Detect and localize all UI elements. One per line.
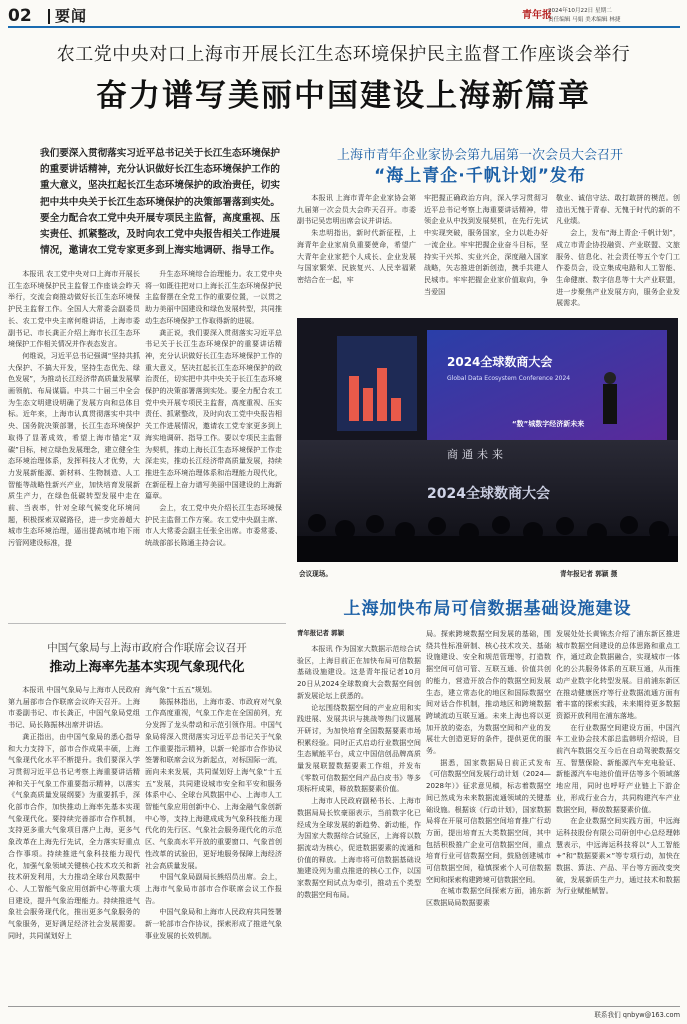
- paragraph: 据悉，国家数据局日前正式发布《可信数据空间发展行动计划（2024—2028年）》征求意见稿，标志着数据空间已然成为未来数据流通领域的关键基础设施。根据该《行动计划》，国家数据局将在开展可信数据空间培育推广行动方面，提出培育五大类数据空间，其中包括积极推广企业可信数据空间，重点培育行业可信数据空间，鼓励创建城市可信数据空间，稳慎探索个人可信数据空间和探索构建跨境可信数据空间。: [426, 757, 551, 884]
- masthead-logo: 青年报: [522, 10, 552, 21]
- lead-headline: 奋力谱写美丽中国建设上海新篇章: [96, 78, 591, 114]
- paragraph: 海气象“十五五”规划。: [145, 685, 217, 694]
- data-column-1: [297, 628, 421, 900]
- paragraph: 本报讯 作为国家大数据示范综合试验区，上海目前正在加快布局可信数据基础设施建设。这是青年报记者10月20日从2024全球数商大会数据空间创新发展论坛上获悉的。: [297, 644, 421, 700]
- page-footer: [8, 1006, 680, 1020]
- lead-column-1: [8, 268, 140, 549]
- page-number: 02: [8, 6, 32, 26]
- screen-title: 2024全球数商大会: [447, 355, 553, 369]
- youth-column-3: [556, 192, 680, 309]
- paragraph: 中国气象局副局长熊绍员出席。会上，上海市气象局市部市合作联席会议工作报告。: [145, 872, 282, 905]
- paragraph: 论坛围绕数据空间的产业应用和实践进展、发展共识与挑战等热门议题展开研讨，为加快培育全国数据要素市场积累经验。同时正式启动行业数据空间生态赋能平台，成立中国信创品牌高质量发展联盟数据要素工作组，并发布《零数可信数据空间产品白皮书》等多项标杆成果，释放数据要素价值。: [297, 702, 421, 794]
- paragraph: 本报讯 农工党中央对口上海市开展长江生态环境保护民主监督工作座谈会昨天举行，交流会商推动做好长江生态环境保护民主监督工作。全国人大常委会副委员长、农工党中央主席何维讲话，上海市委副书记、市长龚正介绍上海市长江生态环境保护工作相关情况并作表态发言。: [8, 269, 140, 349]
- data-column-3: [556, 628, 680, 897]
- photo-credit: 青年报记者 郭颖 摄: [560, 570, 618, 578]
- data-column-2: [426, 628, 551, 909]
- paragraph: 在企业数据空间实践方面，中远海运科技股份有限公司研创中心总经理韩慧表示，中远海运科技将以“人工智能+”和“数据要素×”等专项行动，加快在数据、算法、产品、平台等方面改变突破，发展新质生产力，通过技术和数据为行业赋能赋智。: [556, 816, 680, 896]
- stage-slogan: 商通未来: [447, 448, 507, 461]
- paragraph: 在行业数据空间建设方面，中国汽车工业协会技术部总监韩明介绍说，目前汽车数据交互今后在自动驾驶数据交互、智慧保险、新能源汽车充电验证、新能源汽车电池价值评估等多个领域落地应用，同时也呼吁产业链上下游企业，形成行业合力，共同构建汽车产业数据空间，释放数据要素价值。: [556, 722, 680, 814]
- paragraph: 局。探索跨境数据空间发展的基础，围绕共性标准研制、核心技术攻关、基础设施建设、安全和规范管理等，打造数据空间可信可管、互联互通、价值共创的能力，营造开放合作的数据空间发展生态，建立常态化的地区和国际数据空间对话合作机制，推动地区和跨境数据跨域流动互联互通。未来上海也将以更加开放的姿态，为数据空间和产业的发展壮大创造更好的条件，提供更优的服务。: [426, 629, 551, 756]
- section-name: 要闻: [55, 7, 88, 25]
- issue-date: 2024年10月22日 星期二: [548, 8, 612, 14]
- weather-column-2: [145, 684, 282, 941]
- paragraph: 牢把握正确政治方向，深入学习贯彻习近平总书记考察上海重要讲话精神，带领企业从中找到发展契机，在先行先试中实现突破，服务国家，全力以赴办好一流企业。牢牢把握企业奋斗目标，坚持实干兴邦、实业兴企，深度融入国家战略，矢志推进创新创造，携手共建人民城市。牢牢把握企业家价值取向，争当爱国: [424, 193, 548, 296]
- screen-subtitle: Global Data Ecosystem Conference 2024: [447, 375, 571, 382]
- paragraph: 本报讯 上海市青年企业家协会第九届第一次会员大会昨天召开。市委副书记吴忠明出席会议并讲话。: [297, 193, 416, 226]
- youth-headline: “海上青企·千帆计划”发布: [374, 166, 586, 186]
- paragraph: 中国气象局和上海市人民政府共同签署新一轮部市合作协议，探索形成了推进气象事业发展的长效机制。: [145, 907, 282, 940]
- conference-scene: [297, 318, 678, 562]
- paragraph: 龚正指出，由中国气象局的悉心指导和大力支持下，部市合作成果丰硕，上海气象现代化水平不断提升。我们要深入学习贯彻习近平总书记考察上海重要讲话精神和关于气象工作重要指示精神，以落实《气象高质量发展纲要》为重要抓手，深化部市合作，加快推动上海率先基本实现气象现代化。要持续完善部市合作机制，支持更多重大气象项目落户上海，更多气象改革在上海先行先试，全力落实好重点合作事项。持续推进气象科技能力现代化，加强气象领域关键核心技术攻关和新技术研发利用，大力推动全球台风数据中心、人工智能气象应用创新中心等重大项目建设，提升气象治理能力。持续推进气象社会服务现代化，推出更多气象服务的气象服务，更好满足经济社会发展需要。同时，共同谋划好上: [8, 731, 140, 940]
- screen-caption: “数”城数字经济新未来: [512, 420, 585, 428]
- paragraph: 本报讯 中国气象局与上海市人民政府第九届部市合作联席会议昨天召开。上海市委副书记、市长龚正，中国气象局党组书记、局长陈振林出席并讲话。: [8, 685, 140, 730]
- youth-column-1: [297, 192, 416, 286]
- youth-kicker: 上海市青年企业家协会第九届第一次会员大会召开: [336, 148, 623, 163]
- paragraph: 朱忠明指出，新时代新征程，上海青年企业家肩负重要使命，希望广大青年企业家把个人成长、企业发展与国家繁荣、民族复兴、人民幸福紧密结合在一起，牢: [297, 228, 416, 284]
- weather-headline: 推动上海率先基本实现气象现代化: [49, 660, 245, 675]
- conference-photo: [297, 318, 678, 562]
- paragraph: 何维说，习近平总书记强调“坚持共抓大保护、不搞大开发，坚持生态优先、绿色发展”，为推动长江经济带高质量发展擘画领航、布局谋篇。中共二十届三中全会为生态文明建设明确了发展方向和总体目标。近年来，上海市认真贯彻落实中共中央、国务院决策部署，长江生态环境保护取得了显著成效，希望上海市锚定“双碳”目标，树立绿色发展理念，建立健全生态环境治理体系，发挥科技人才优势，大力发展新能源、新材料、生物制造、人工智能等战略性新兴产业，加快培育发展新质生产力，在绿色低碳转型发展中走在前、当表率，针对全球气候变化环境问题，积极探索双碳路径，进一步完善超大城市生态环境治理，逼出提高城市地下雨污管网建设标准，提: [8, 350, 140, 548]
- paragraph: 龚正说，我们要深入贯彻落实习近平总书记关于长江生态环境保护的重要讲话精神，充分认识做好长江生态环境保护工作的重大意义，坚决扛起长江生态环境保护的政治责任，切实把中共中央关于长江生态环境保护的决策部署落到实处。要全力配合农工党中央开展专项民主监督，高度重视、压实责任、抓紧整改，及时向农工党中央报告相关工作进展情况，邀请农工党专家更多到上海实地调研、指导工作。要以专项民主监督为契机，推动上海长江生态环境保护工作走深走实，推动长江经济带高质量发展，持续推进生态环境治理体系和治理能力现代化，在新征程上奋力谱写美丽中国建设的上海新篇章。: [145, 327, 282, 501]
- paragraph: 在城市数据空间探索方面，浦东新区数据局局数据要素: [426, 886, 551, 908]
- paragraph: 发展处处长黄锦杰介绍了浦东新区推进城市数据空间建设的总体思路和重点工作，通过政企数据融合，实现城市一体化的公共服务体系的互联互通，从而推动产业数字化转型发展。目前浦东新区在推动健康医疗等行业数据流通方面有着丰富的探索实践，未来期待更多数据资源开放利用在浦东落地。: [556, 629, 680, 720]
- stage-lettering: 2024全球数商大会: [427, 486, 550, 502]
- paragraph: 上海市人民政府副秘书长、上海市数据局局长钦豪丽表示，当前数字化已经成为全球发展的新趋势、新动能，作为国家大数据综合试验区，上海将以数据流动为核心，促进数据要素的流通和价值的释放。上海市将可信数据基础设施建设列为重点推进的核心工作，以国家数据空间试点为牵引，推动五个类型的数据空间布局。: [297, 796, 421, 899]
- weather-kicker: 中国气象局与上海市政府合作联席会议召开: [47, 642, 247, 654]
- lead-column-2: [145, 268, 282, 549]
- page-header: [8, 6, 680, 28]
- lead-summary: 我们要深入贯彻落实习近平总书记关于长江生态环境保护的重要讲话精神，充分认识做好长江生态环境保护工作的重大意义，坚决扛起长江生态环境保护的政治责任，切实把中共中央关于长江生态环境保护的决策部署落到实处。要全力配合农工党中央开展专项民主监督，高度重视、压实责任、抓紧整改，及时向农工党中央报告相关工作进展情况，邀请农工党专家更多到上海实地调研、指导工作。: [40, 148, 280, 257]
- contact-email[interactable]: 联系我们 qnbyw@163.com: [594, 1011, 680, 1019]
- paragraph: 升生态环境综合治理能力。农工党中央将一如既往把对口上海长江生态环境保护民主监督摆在全党工作的重要位置，一以贯之助力美丽中国建设和绿色发展转型，共同推动生态环境保护工作取得新的进展。: [145, 269, 282, 325]
- editor-credits: 责任编辑 马娟 美术编辑 林捷: [548, 17, 621, 23]
- lead-kicker: 农工党中央对口上海市开展长江生态环境保护民主监督工作座谈会举行: [56, 44, 631, 65]
- byline: 青年报记者 郭颖: [297, 629, 344, 637]
- paragraph: 陈振林指出，上海市委、市政府对气象工作高度重视，气象工作走在全国前列，充分发挥了龙头带动和示范引领作用。中国气象局将深入贯彻落实习近平总书记关于气象工作重要指示精神，以新一轮部市合作协议签署和联席会议为新起点，对标国际一流，面向未来发展，共同谋划好上海气象“十五五”发展，共同建设城市安全和平安和服务体系中心、全球台风数据中心、上海市人工智能气象应用创新中心、上海金融气象创新中心等，支持上海建成成为气象科技能力现代化的先行区、气象社会服务现代化的示范区、气象高水平开放的重要窗口、气象首创性改革的试验田，更好地服务保障上海经济社会高质量发展。: [145, 696, 282, 870]
- paragraph: 敬业、诚信守法、敢打敢拼的模范。创造出无愧于青春、无愧于时代的新的不凡业绩。: [556, 193, 680, 226]
- weather-column-1: [8, 684, 140, 941]
- header-divider: [48, 9, 50, 24]
- paragraph: 会上，发布“海上青企·千帆计划”，成立市青企协投融资、产业联盟、文旅服务、信息化、社会责任等五个专门工作委员会，设立集成电路和人工智能、生命健康、数字信息等十大产业联盟，进一步聚焦产业发展方向，服务企业发展需求。: [556, 228, 680, 308]
- photo-caption: 会议现场。: [299, 570, 332, 578]
- youth-column-2: [424, 192, 548, 297]
- paragraph: 会上，农工党中央介绍长江生态环境保护民主监督工作方案。农工党中央副主席、市人大常委会副主任张全出席。市委常委、统战部部长陈通主持会议。: [145, 503, 282, 548]
- section-divider: [8, 623, 286, 624]
- data-headline: 上海加快布局可信数据基础设施建设: [343, 599, 632, 619]
